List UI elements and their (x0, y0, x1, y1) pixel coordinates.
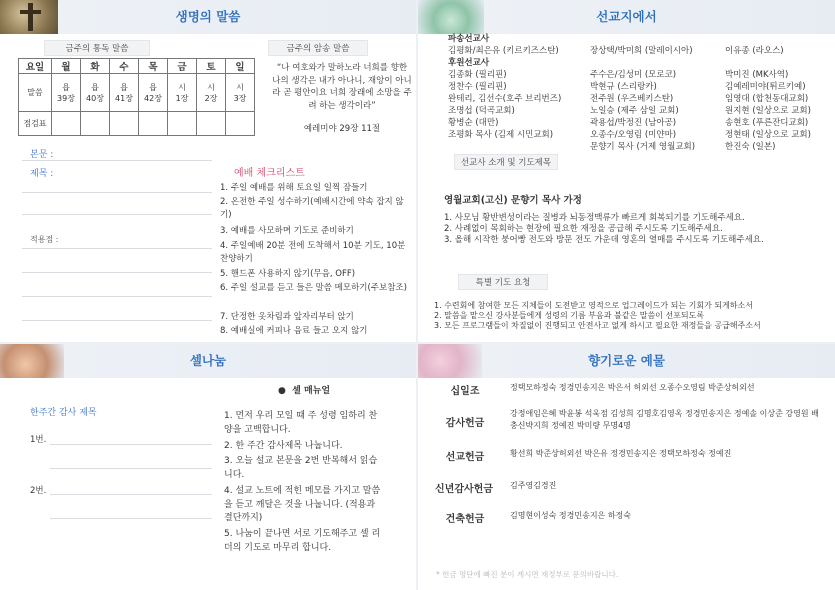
thanks-number-1: 1번. (30, 435, 47, 445)
manual-item: 4. 설교 노트에 적힌 메모를 가지고 말씀을 듣고 깨달은 것을 나눕니다. (적용과 결단까지) (224, 486, 381, 523)
manual-item: 1. 먼저 우리 모일 때 주 성령 임하리 찬양을 고백합니다. (224, 411, 378, 435)
reading-cell: 시 2장 (197, 74, 226, 112)
check-cell[interactable] (52, 112, 81, 136)
missionary-name: 한진숙 (일본) (725, 142, 776, 152)
missionary-name: 김평화/최은유 (키르키즈스탄) (448, 46, 559, 56)
checklist-title: 예배 체크리스트 (234, 168, 305, 179)
cell-sharing-section (0, 344, 416, 590)
reading-pill: 금주의 통독 말씀 (44, 40, 150, 56)
check-cell[interactable] (81, 112, 110, 136)
checklist-item: 8. 예배실에 커피나 음료 들고 오지 않기 (220, 326, 368, 336)
reading-cell: 욥 39장 (52, 74, 81, 112)
special-item: 3. 모든 프로그램들이 차질없이 진행되고 안전사고 없게 하시고 필요한 재정들을 공급해주소서 (434, 321, 761, 330)
sermon-text-label: 본문 : (30, 150, 54, 160)
writing-line (50, 468, 212, 469)
header-cell: 일 (226, 59, 255, 74)
missionary-name: 정현태 (일상으로 교회) (725, 130, 811, 140)
missionary-name: 정찬수 (필리핀) (448, 82, 507, 92)
writing-line (22, 214, 212, 215)
memory-verse-ref: 예레미야 29장 11절 (303, 124, 381, 134)
application-label: 적용점 : (30, 235, 59, 244)
intro-title: 영월교회(고신) 문향기 목사 가정 (444, 195, 582, 206)
section-title: 향기로운 예물 (588, 353, 665, 368)
offering-label: 십일조 (450, 386, 480, 397)
prayer-item: 2. 사례없이 목회하는 현장에 필요한 재정을 공급해 주시도록 기도해주세요. (444, 224, 723, 234)
missionary-name: 송현호 (푸른잔디교회) (725, 118, 809, 128)
reading-cell: 욥 42장 (139, 74, 168, 112)
writing-line (22, 320, 212, 321)
missionary-name: 전주원 (우즈베키스탄) (590, 94, 674, 104)
section-header (418, 0, 835, 34)
check-cell[interactable] (226, 112, 255, 136)
missionary-name: 곽용섭/박정진 (남아공) (590, 118, 677, 128)
check-cell[interactable] (139, 112, 168, 136)
section-header (418, 344, 835, 378)
manual-item: 5. 나눔이 끝나면 서로 기도해주고 셀 리더의 기도로 마무리 합니다. (224, 529, 381, 553)
missionary-name: 박미진 (MK사역) (725, 70, 789, 80)
checklist-item: 3. 예배를 사모하며 기도로 준비하기 (220, 226, 354, 236)
checklist-item: 5. 핸드폰 사용하지 않기(무음, OFF) (220, 269, 356, 279)
section-title: 셀나눔 (189, 353, 227, 368)
writing-line (50, 494, 212, 495)
check-cell[interactable] (110, 112, 139, 136)
offering-names: 황선희 박준상허외선 박은유 정경민송지은 정택모하정숙 정예진 (510, 449, 732, 458)
sermon-title-label: 제목 : (30, 169, 54, 179)
special-item: 1. 수련회에 참여한 모든 지체들이 도전받고 영적으로 업그레이드가 되는 기회가 되게하소서 (434, 301, 753, 310)
check-cell[interactable] (168, 112, 197, 136)
missionary-name: 장상택/박미희 (말레이시아) (590, 46, 693, 56)
bullet-icon: ● (278, 386, 286, 396)
missionary-name: 박현규 (스리랑카) (590, 82, 657, 92)
row-label: 점검표 (19, 112, 52, 136)
reading-cell: 시 1장 (168, 74, 197, 112)
intro-pill: 선교사 소개 및 기도제목 (454, 154, 558, 170)
writing-line (22, 160, 212, 161)
group-title-support: 후원선교사 (448, 58, 490, 68)
checklist-item: 4. 주일예배 20분 전에 도착해서 10분 기도, 10분 찬양하기 (220, 241, 406, 264)
header-cell: 목 (139, 59, 168, 74)
header-cell: 금 (168, 59, 197, 74)
offering-names: 김주영김경진 (510, 481, 557, 490)
writing-line (50, 444, 212, 445)
checklist-item: 7. 단정한 옷차림과 앞자리부터 앉기 (220, 312, 354, 322)
cell-manual-title: ● 셀 매뉴얼 (278, 386, 331, 396)
missionary-name: 조명섭 (덕곡교회) (448, 106, 515, 116)
word-of-life-section (0, 0, 416, 342)
writing-line (50, 518, 212, 519)
manual-item: 3. 오늘 설교 본문을 2번 반복해서 읽습니다. (224, 456, 378, 480)
memory-verse: “나 여호와가 말하노라 너희를 향한 나의 생각은 내가 아나니, 재앙이 아니라 곧 평안이요 너희 장래에 소망을 주려 하는 생각이라” (272, 63, 412, 111)
missionary-name: 이유종 (라오스) (725, 46, 784, 56)
offering-names: 김명현이성숙 정경민송지은 하정숙 (510, 511, 632, 520)
prayer-item: 3. 올해 시작한 붕어빵 전도와 방문 전도 가운데 영혼의 열매를 주시도록 기도해주세요. (444, 235, 764, 245)
memory-pill: 금주의 암송 말씀 (268, 40, 368, 56)
missionary-name: 오종수/오영림 (미얀마) (590, 130, 677, 140)
offering-label: 건축헌금 (445, 514, 485, 525)
row-label: 말씀 (19, 74, 52, 112)
missionary-name: 김예레미야(튀르키예) (725, 82, 806, 92)
section-title: 선교지에서 (596, 9, 657, 24)
missionary-name: 노일승 (제주 삼일 교회) (590, 106, 679, 116)
header-cell: 토 (197, 59, 226, 74)
reading-cell: 시 3장 (226, 74, 255, 112)
checklist-item: 2. 온전한 주일 성수하기(예배시간에 약속 잡지 않기) (220, 197, 404, 220)
offering-label: 선교헌금 (445, 452, 485, 463)
offering-label: 감사헌금 (445, 418, 485, 429)
missionary-name: 황병순 (대만) (448, 118, 499, 128)
mission-section (418, 0, 835, 342)
prayer-item: 1. 사모님 황반변성이라는 질병과 뇌동정맥류가 빠르게 회복되기를 기도해주세요. (444, 213, 745, 223)
reading-cell: 욥 41장 (110, 74, 139, 112)
missionary-name: 김종화 (필리핀) (448, 70, 507, 80)
section-header (0, 0, 416, 34)
offering-names: 강정애임은혜 박윤봉 석욱점 김성희 김명호김영옥 정경민송지은 정예솔 이상준 강영원 배충신박지희 정예진 박미량 무명4명 (510, 409, 819, 430)
offering-label: 신년감사헌금 (435, 484, 493, 495)
special-item: 2. 말씀을 맡으신 강사분들에게 성령의 기름 부음과 불같은 말씀이 선포되도록 (434, 311, 705, 320)
offering-names: 정택모하정숙 정경민송지은 박은서 허외선 오종수오영림 박준상허외선 (510, 383, 755, 392)
reading-schedule-table (18, 58, 255, 136)
checklist-item: 1. 주일 예배를 위해 토요일 일찍 잠들기 (220, 183, 368, 193)
header-cell: 수 (110, 59, 139, 74)
checklist-item: 6. 주일 설교를 듣고 들은 말씀 메모하기(주보참조) (220, 283, 407, 293)
group-title-sent: 파송선교사 (448, 34, 490, 44)
writing-line (22, 192, 212, 193)
thanks-title: 한주간 감사 제목 (30, 408, 97, 418)
missionary-name: 주수은/김성미 (모로코) (590, 70, 677, 80)
writing-line (22, 248, 212, 249)
check-cell[interactable] (197, 112, 226, 136)
missionary-name: 원지현 (일상으로 교회) (725, 106, 811, 116)
header-cell: 요일 (19, 59, 52, 74)
header-cell: 화 (81, 59, 110, 74)
missionary-name: 문향기 목사 (거제 영월교회) (590, 142, 696, 152)
missionary-name: 완테리, 김선수(호주 브리번즈) (448, 94, 562, 104)
missionary-name: 조평화 목사 (김제 시민교회) (448, 130, 554, 140)
special-pill: 특별 기도 요청 (458, 274, 548, 290)
offerings-section (418, 344, 835, 590)
offering-footnote: * 헌금 명단에 빠진 분이 계시면 재정부로 문의바랍니다. (436, 570, 619, 579)
thanks-number-2: 2번. (30, 486, 47, 496)
header-cell: 월 (52, 59, 81, 74)
section-title: 생명의 말씀 (175, 9, 241, 24)
missionary-name: 임영대 (합천동대교회) (725, 94, 809, 104)
writing-line (22, 272, 212, 273)
writing-line (22, 296, 212, 297)
section-header (0, 344, 416, 378)
manual-item: 2. 한 주간 감사제목 나눕니다. (224, 441, 343, 451)
reading-cell: 욥 40장 (81, 74, 110, 112)
